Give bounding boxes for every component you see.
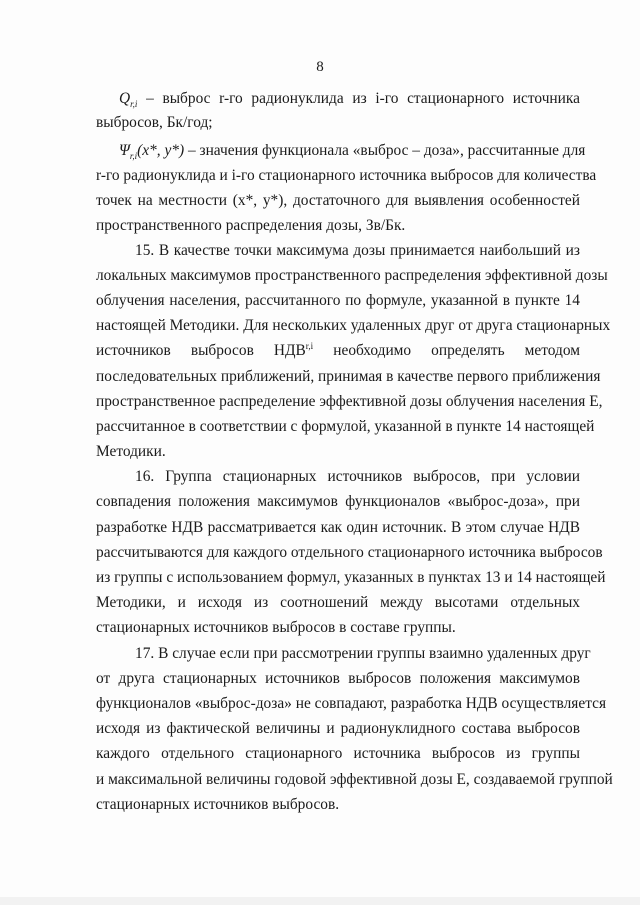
line-text: – значения функционала «выброс – доза», рассчитанные для (187, 142, 586, 159)
text-line: Методики, и исходя из соотношений между высотами отдельных (96, 594, 580, 611)
page-number: 8 (316, 59, 324, 75)
line-text: – выброс r-го радионуклида из i-го стационарного источника (146, 90, 580, 107)
text-line: Методики. (96, 443, 166, 460)
text-line: 17. В случае если при рассмотрении группы взаимно удаленных друг (135, 645, 591, 662)
text-line: облучения населения, рассчитанного по формуле, указанной в пункте 14 (96, 292, 580, 309)
text-line: из группы с использованием формул, указанных в пунктах 13 и 14 настоящей (96, 569, 606, 586)
text-line: исходя из фактической величины и радионуклидного состава выбросов (96, 720, 580, 737)
line-text: источников выбросов НДВ (96, 342, 306, 359)
text-line: рассчитанное в соответствии с формулой, указанной в пункте 14 настоящей (96, 418, 595, 435)
symbol-psi: Ψ (119, 142, 130, 159)
text-line: точек на местности (x*, y*), достаточного для выявления особенностей (96, 192, 580, 209)
text-line: 15. В качестве точки максимума дозы принимается наибольший из (135, 242, 580, 259)
text-line: совпадения положения максимумов функционалов «выброс-доза», при (96, 493, 580, 510)
text-line: стационарных источников выбросов в составе группы. (96, 619, 456, 636)
text-line (119, 141, 586, 162)
text-line: и максимальной величины годовой эффективной дозы E, создаваемой группой (96, 771, 613, 788)
subscript: r,i (129, 151, 138, 162)
text-line: каждого отдельного стационарного источника выбросов из группы (96, 745, 580, 762)
text-line: 16. Группа стационарных источников выбросов, при условии (135, 468, 580, 485)
text-line: выбросов, Бк/год; (96, 114, 213, 131)
superscript: r,i (305, 340, 314, 351)
text-line: разработке НДВ рассматривается как один источник. В этом случае НДВ (96, 519, 580, 536)
text-line: пространственного распределения дозы, Зв/Бк. (96, 217, 406, 234)
text-line: стационарных источников выбросов. (96, 796, 340, 813)
text-line: последовательных приближений, принимая в качестве первого приближения (96, 368, 601, 385)
text-line: настоящей Методики. Для нескольких удаленных друг от друга стационарных (96, 317, 611, 334)
text-line (119, 89, 580, 109)
text-line: пространственное распределение эффективной дозы облучения населения E, (96, 393, 603, 410)
arguments: (x*, y*) (137, 142, 185, 159)
scan-edge (0, 897, 640, 905)
text-line (96, 341, 580, 361)
text-line: r-го радионуклида и i-го стационарного источника выбросов для количества (96, 167, 597, 184)
text-line: локальных максимумов пространственного распределения эффективной дозы (96, 267, 608, 284)
text-line: от друга стационарных источников выбросов положения максимумов (96, 670, 580, 687)
symbol-q: Q (119, 90, 131, 107)
subscript: r,i (130, 99, 138, 110)
text-line: рассчитываются для каждого отдельного стационарного источника выбросов (96, 544, 603, 561)
line-text: необходимо определять методом (333, 342, 580, 359)
text-line: функционалов «выброс-доза» не совпадают, разработка НДВ осуществляется (96, 695, 607, 712)
